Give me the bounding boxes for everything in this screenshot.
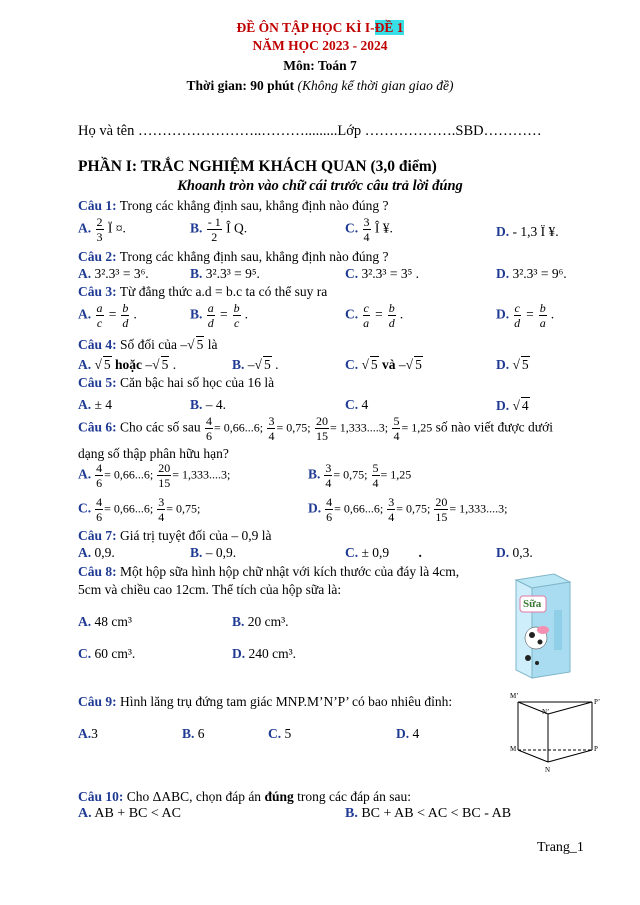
q9-option-c[interactable] [268, 726, 291, 742]
q8-option-d[interactable] [232, 646, 296, 662]
q3-option-c[interactable]: C. $\frac{c}{a}$ = $\frac{b}{d}$ . [345, 301, 404, 330]
q1-option-d[interactable] [496, 224, 559, 240]
vertex-label: N’ [542, 708, 550, 716]
vertex-label: P’ [594, 698, 601, 706]
q1-option-c[interactable] [345, 216, 393, 243]
fraction: $\frac{b}{c}$ [233, 301, 240, 330]
q9-c-text: 5 [284, 726, 292, 741]
exam-title-main: ĐỀ ÔN TẬP HỌC KÌ I- [236, 20, 375, 35]
question-1 [78, 198, 389, 214]
q1-a-symbol: Ï ¤. [107, 220, 126, 236]
q8-b-text: 20 cm³. [247, 614, 289, 629]
question-6: Câu 6: Cho các số sau $\frac{4}{6}$ = 0,66...6; $\frac{3}{4}$ = 0,75; $\frac{20}{15}$ = 1,333....3; $\frac{5}{4}$ = 1,25 số nào viết được dưới [78, 414, 554, 443]
fraction: $\frac{3}{4}$ [158, 495, 165, 524]
time-bold: Thời gian: 90 phút [186, 78, 295, 93]
question-10 [78, 789, 411, 805]
q6-option-b[interactable]: B. $\frac{3}{4}$ = 0,75; $\frac{5}{4}$ = 1,25 [308, 461, 412, 490]
fraction: $\frac{c}{d}$ [514, 301, 521, 330]
question-3 [78, 284, 327, 300]
question-3-text: Từ đẳng thức a.d = b.c ta có thể suy ra [119, 284, 328, 299]
q1-b-symbol: Î Q. [226, 220, 248, 236]
question-4: Câu 4: Số đối của –√ 5 là [78, 337, 218, 352]
option-letter: A. [78, 357, 92, 372]
option-letter: A. [78, 266, 92, 281]
q7-option-a[interactable] [78, 545, 115, 561]
q7-option-c[interactable] [345, 545, 422, 561]
option-letter: A. [78, 397, 92, 412]
option-letter: D. [496, 357, 510, 372]
q9-b-text: 6 [197, 726, 205, 741]
q1-d-text: - 1,3 Ï ¥. [512, 224, 559, 239]
q10-a-text: AB + BC < AC [94, 806, 181, 821]
fraction: $\frac{c}{a}$ [363, 301, 370, 330]
milk-box-illustration [510, 570, 576, 682]
question-7 [78, 528, 271, 544]
q2-b-text: 3².3³ = 9⁵. [205, 266, 260, 281]
fraction: $\frac{4}{6}$ [96, 461, 103, 490]
fraction: $\frac{a}{d}$ [207, 301, 214, 330]
q6-option-d[interactable]: D. $\frac{4}{6}$ = 0,66...6; $\frac{3}{4}$ = 0,75; $\frac{20}{15}$ = 1,333....3; [308, 495, 508, 524]
option-letter: B. [190, 220, 203, 236]
q10-option-a[interactable] [78, 806, 181, 822]
option-letter: D. [496, 224, 510, 239]
q10-b-text: BC + AB < AC < BC - AB [361, 806, 512, 821]
q7-option-d[interactable] [496, 545, 533, 561]
q9-option-a[interactable] [78, 726, 98, 742]
q4-or: hoặc [115, 357, 143, 372]
question-7-text: Giá trị tuyệt đối của – 0,9 là [120, 528, 272, 543]
q7-c-text: ± 0,9 [361, 545, 390, 560]
vertex-label: N [545, 766, 551, 774]
q9-option-d[interactable] [396, 726, 419, 742]
question-6-tail: số nào viết được dưới [435, 419, 554, 435]
fraction: $\frac{20}{15}$ [158, 461, 171, 490]
fraction: $\frac{- 1}{2}$ [207, 215, 221, 244]
q6-option-c[interactable]: C. $\frac{4}{6}$ = 0,66...6; $\frac{3}{4}$ = 0,75; [78, 495, 201, 524]
question-4-label: Câu 4: [78, 337, 117, 352]
time-line [0, 78, 640, 94]
q2-option-b[interactable] [190, 266, 260, 282]
prism-icon [508, 694, 600, 778]
question-4-text: Số đối của [120, 337, 178, 352]
question-9-label: Câu 9: [78, 694, 117, 709]
option-letter: B. [190, 306, 203, 322]
q8-option-a[interactable] [78, 614, 132, 630]
q7-option-b[interactable] [190, 545, 236, 561]
option-letter: A. [78, 220, 92, 236]
option-letter: B. [232, 614, 245, 629]
q2-option-c[interactable] [345, 266, 419, 282]
q2-a-text: 3².3³ = 3⁶. [94, 266, 149, 281]
milk-box-label: Sữa [523, 598, 542, 610]
option-letter: A. [78, 614, 92, 629]
q1-option-a[interactable] [78, 216, 126, 243]
option-letter: A. [78, 545, 92, 560]
option-letter: C. [78, 500, 92, 516]
student-info-line: Họ và tên ……………………..……….........Lớp ……………….SBD………… [78, 123, 542, 139]
question-8-line2: 5cm và chiều cao 12cm. Thể tích của hộp sữa là: [78, 582, 342, 597]
q1-c-symbol: Î ¥. [374, 220, 393, 236]
question-8-text: Một hộp sữa hình hộp chữ nhật với kích thước của đáy là 4cm, [120, 564, 460, 579]
q2-d-text: 3².3³ = 9⁶. [512, 266, 567, 281]
q3-option-b[interactable]: B. $\frac{a}{d}$ = $\frac{b}{c}$ . [190, 301, 249, 330]
q10-option-b[interactable] [345, 806, 511, 822]
q8-d-text: 240 cm³. [248, 646, 297, 661]
question-6-line2: dạng số thập phân hữu hạn? [78, 446, 229, 461]
section-instruction: Khoanh tròn vào chữ cái trước câu trả lời đúng [177, 178, 463, 194]
q8-a-text: 48 cm³ [94, 614, 132, 629]
q1-option-b[interactable] [190, 216, 247, 243]
q8-option-b[interactable] [232, 614, 289, 630]
question-6-label: Câu 6: [78, 419, 117, 435]
option-letter: D. [496, 398, 510, 413]
question-1-label: Câu 1: [78, 198, 117, 213]
question-3-label: Câu 3: [78, 284, 117, 299]
fraction: $\frac{20}{15}$ [315, 414, 328, 443]
school-year: NĂM HỌC 2023 - 2024 [252, 38, 388, 53]
q5-option-c[interactable] [345, 397, 368, 413]
question-1-text: Trong các khẳng định sau, khẳng định nào đúng ? [119, 198, 389, 213]
page-number: Trang_1 [537, 840, 584, 855]
time-note: (Không kể thời gian giao đề) [297, 78, 454, 93]
fraction: $\frac{5}{4}$ [393, 414, 400, 443]
q7-c-dot: . [418, 545, 422, 560]
option-letter: A. [78, 726, 92, 741]
option-letter: C. [345, 220, 359, 236]
option-letter: C. [345, 306, 359, 322]
q4-option-b[interactable]: B. –√ 5 . [232, 357, 279, 372]
prism-diagram [508, 694, 600, 778]
question-7-label: Câu 7: [78, 528, 117, 543]
q5-a-text: ± 4 [94, 397, 113, 412]
fraction: $\frac{b}{d}$ [122, 301, 129, 330]
q9-a-text: 3 [91, 726, 98, 741]
fraction: $\frac{3}{4}$ [363, 215, 370, 244]
option-letter: D. [396, 726, 410, 741]
question-5 [78, 375, 274, 391]
question-10-text-b: trong các đáp án sau: [293, 789, 412, 804]
question-8-label: Câu 8: [78, 564, 117, 579]
fraction: $\frac{4}{6}$ [206, 414, 212, 443]
fraction: $\frac{3}{4}$ [325, 461, 332, 490]
question-4-tail: là [207, 337, 218, 352]
option-letter: C. [345, 266, 359, 281]
option-letter: B. [190, 266, 203, 281]
q2-option-a[interactable] [78, 266, 149, 282]
q9-option-b[interactable] [182, 726, 205, 742]
option-letter: B. [308, 466, 321, 482]
q5-c-text: 4 [361, 397, 369, 412]
q5-option-a[interactable] [78, 397, 112, 413]
question-10-text-a: Cho ΔABC, chọn đáp án [126, 789, 265, 804]
exam-title [0, 20, 640, 36]
question-6-text: Cho các số sau [120, 419, 201, 435]
q5-b-text: – 4. [205, 397, 227, 412]
option-letter: D. [496, 266, 510, 281]
option-letter: C. [345, 357, 359, 372]
question-8 [78, 564, 459, 580]
option-letter: A. [78, 806, 92, 821]
question-10-label: Câu 10: [78, 789, 124, 804]
question-5-text: Căn bậc hai số học của 16 là [120, 375, 275, 390]
q8-c-text: 60 cm³. [94, 646, 136, 661]
question-9-text: Hình lăng trụ đứng tam giác MNP.M’N’P’ có bao nhiêu đỉnh: [120, 694, 453, 709]
exam-code: ĐỀ 1 [374, 20, 404, 35]
fraction: $\frac{4}{6}$ [326, 495, 333, 524]
option-letter: A. [78, 306, 92, 322]
option-letter: C. [345, 397, 359, 412]
question-2-text: Trong các khẳng định sau, khẳng định nào đúng ? [119, 249, 389, 264]
option-letter: B. [232, 357, 245, 372]
q9-d-text: 4 [412, 726, 420, 741]
q5-option-d[interactable]: D. √ 4 [496, 398, 529, 413]
q6-option-a[interactable]: A. $\frac{4}{6}$ = 0,66...6; $\frac{20}{15}$ = 1,333....3; [78, 461, 231, 490]
q3-option-a[interactable]: A. $\frac{a}{c}$ = $\frac{b}{d}$ . [78, 301, 138, 330]
q7-d-text: 0,3. [512, 545, 533, 560]
question-9 [78, 694, 452, 710]
q4-and: và [382, 357, 396, 372]
fraction: $\frac{3}{4}$ [268, 414, 275, 443]
fraction: $\frac{4}{6}$ [96, 495, 103, 524]
option-letter: B. [182, 726, 195, 741]
q3-option-d[interactable]: D. $\frac{c}{d}$ = $\frac{b}{a}$ . [496, 301, 555, 330]
fraction: $\frac{b}{d}$ [388, 301, 395, 330]
section-title: PHẦN I: TRẮC NGHIỆM KHÁCH QUAN (3,0 điểm) [78, 158, 437, 175]
option-letter: D. [496, 306, 510, 322]
q4-option-d[interactable]: D. √ 5 [496, 357, 529, 372]
question-2 [78, 249, 389, 265]
option-letter: D. [232, 646, 246, 661]
fraction: $\frac{a}{c}$ [96, 301, 103, 330]
q7-a-text: 0,9. [94, 545, 115, 560]
option-letter: C. [78, 646, 92, 661]
fraction: $\frac{5}{4}$ [372, 461, 379, 490]
question-10-text-bold: đúng [264, 789, 294, 804]
q2-c-text: 3².3³ = 3⁵ . [361, 266, 420, 281]
option-letter: C. [345, 545, 359, 560]
q4-option-c[interactable]: C. √ 5 và –√ 5 [345, 357, 422, 372]
q4-option-a[interactable]: A. √ 5 hoặc –√ 5 . [78, 357, 177, 372]
vertex-label: M’ [510, 692, 519, 700]
fraction: $\frac{b}{a}$ [539, 301, 546, 330]
q2-option-d[interactable] [496, 266, 567, 282]
fraction: $\frac{20}{15}$ [435, 495, 448, 524]
fraction: $\frac{3}{4}$ [388, 495, 395, 524]
q5-option-b[interactable] [190, 397, 226, 413]
option-letter: B. [345, 806, 358, 821]
option-letter: D. [308, 500, 322, 516]
option-letter: C. [268, 726, 282, 741]
question-2-label: Câu 2: [78, 249, 117, 264]
option-letter: D. [496, 545, 510, 560]
vertex-label: M [510, 745, 517, 753]
milk-box-icon [510, 570, 576, 682]
option-letter: B. [190, 397, 203, 412]
subject: Môn: Toán 7 [283, 58, 357, 73]
q7-b-text: – 0,9. [205, 545, 237, 560]
vertex-label: P [594, 745, 598, 753]
fraction: $\frac{2}{3}$ [96, 215, 103, 244]
q8-option-c[interactable] [78, 646, 135, 662]
option-letter: B. [190, 545, 203, 560]
question-5-label: Câu 5: [78, 375, 117, 390]
option-letter: A. [78, 466, 92, 482]
